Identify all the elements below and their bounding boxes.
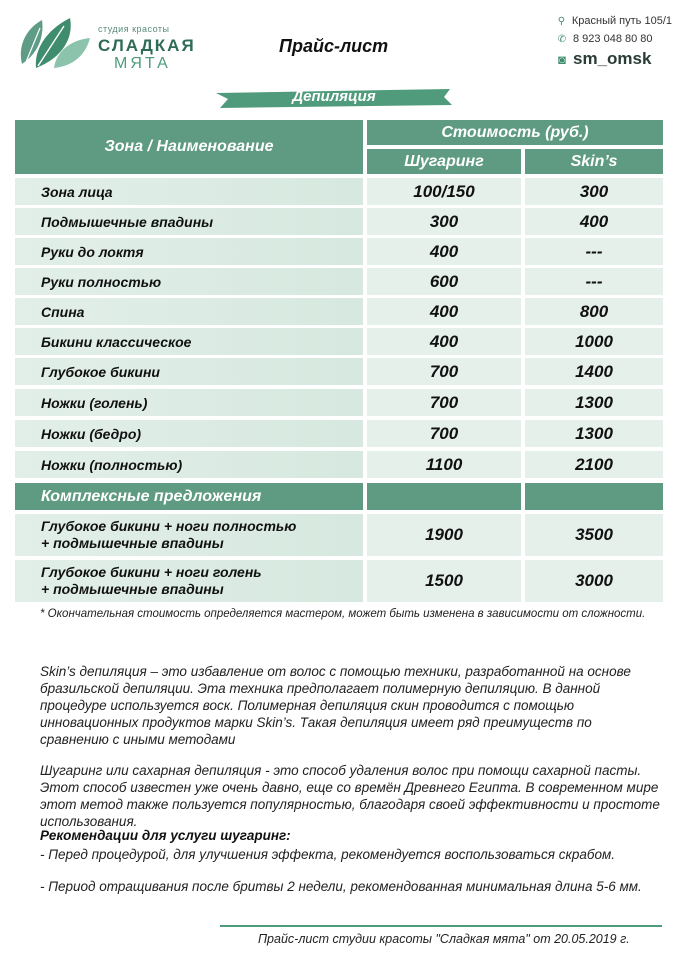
table-row-sugaring-price: 400 xyxy=(367,298,521,325)
table-row-zone: Руки полностью xyxy=(15,268,363,295)
footer-text: Прайс-лист студии красоты "Сладкая мята" от 20.05.2019 г. xyxy=(258,932,630,946)
table-row-zone: Ножки (голень) xyxy=(15,389,363,416)
location-pin-icon: ⚲ xyxy=(557,15,566,27)
complex-row-line: + подмышечные впадины xyxy=(41,581,224,597)
complex-header-blank xyxy=(367,483,521,510)
table-row-sugaring-price: 700 xyxy=(367,358,521,385)
table-row-zone: Спина xyxy=(15,298,363,325)
phone-text[interactable]: 8 923 048 80 80 xyxy=(573,33,653,45)
complex-offers-header: Комплексные предложения xyxy=(15,483,363,510)
instagram-icon: ◙ xyxy=(558,51,566,67)
table-row-skins-price: 300 xyxy=(525,178,663,205)
address-row xyxy=(556,12,672,30)
brand-subtitle: студия красоты xyxy=(98,24,170,34)
brand-name: СЛАДКАЯ xyxy=(98,36,196,55)
table-row-skins-price: 1300 xyxy=(525,389,663,416)
cost-column-header: Стоимость (руб.) xyxy=(367,120,663,145)
complex-row-skins-price: 3000 xyxy=(525,560,663,602)
address-text: Красный путь 105/1 xyxy=(571,15,672,27)
brand-logo xyxy=(14,12,204,74)
table-row-skins-price: --- xyxy=(525,268,663,295)
complex-row-sugaring-price: 1900 xyxy=(367,514,521,556)
complex-row-skins-price: 3500 xyxy=(525,514,663,556)
table-row-zone: Ножки (полностью) xyxy=(15,451,363,478)
page-title: Прайс-лист xyxy=(279,36,389,56)
complex-row-zone xyxy=(15,560,363,602)
table-row-skins-price: 400 xyxy=(525,208,663,235)
complex-row-line: + подмышечные впадины xyxy=(41,535,224,551)
recommendation-item: - Перед процедурой, для улучшения эффекта, рекомендуется воспользоваться скрабом. xyxy=(40,847,616,862)
table-row-sugaring-price: 700 xyxy=(367,389,521,416)
table-row-skins-price: 1000 xyxy=(525,328,663,355)
instagram-row[interactable] xyxy=(556,48,672,70)
instagram-handle[interactable]: sm_omsk xyxy=(573,49,652,68)
footnote: * Окончательная стоимость определяется мастером, может быть изменена в зависимости от сложности. xyxy=(40,608,646,620)
table-row-skins-price: 1400 xyxy=(525,358,663,385)
table-row-skins-price: 800 xyxy=(525,298,663,325)
brand-name-second: МЯТА xyxy=(114,55,171,72)
table-row-zone: Зона лица xyxy=(15,178,363,205)
complex-row-line: Глубокое бикини + ноги полностью xyxy=(41,518,297,534)
table-row-sugaring-price: 100/150 xyxy=(367,178,521,205)
table-row-skins-price: 1300 xyxy=(525,420,663,447)
table-row-skins-price: --- xyxy=(525,238,663,265)
phone-row[interactable] xyxy=(556,30,672,48)
contacts xyxy=(556,12,672,70)
table-row-sugaring-price: 700 xyxy=(367,420,521,447)
skins-description: Skin’s депиляция – это избавление от волос с помощью техники, разработанной на основе бразильской депиляции. Эта техника предполагает полимерную депиляцию. В данной процедуре используется воск. Полимерная депиляция скин проводится с помощью инновационных продуктов марки Skin’s. Такая депиляция имеет ряд преимуществ по сравнению с иными методами xyxy=(40,664,631,747)
recommendations-title: Рекомендации для услуги шугаринг: xyxy=(40,828,291,843)
table-row-sugaring-price: 300 xyxy=(367,208,521,235)
complex-row-sugaring-price: 1500 xyxy=(367,560,521,602)
section-title: Депиляция xyxy=(292,88,376,105)
complex-header-blank xyxy=(525,483,663,510)
table-row-skins-price: 2100 xyxy=(525,451,663,478)
table-row-sugaring-price: 1100 xyxy=(367,451,521,478)
table-row-zone: Руки до локтя xyxy=(15,238,363,265)
complex-row-line: Глубокое бикини + ноги голень xyxy=(41,564,262,580)
recommendation-item: - Период отращивания после бритвы 2 недели, рекомендованная минимальная длина 5-6 мм. xyxy=(40,879,642,894)
mint-leaf-logo-icon xyxy=(14,12,92,72)
table-row-zone: Ножки (бедро) xyxy=(15,420,363,447)
phone-icon: ✆ xyxy=(557,33,567,45)
footer-divider xyxy=(220,925,662,927)
skins-column-header: Skin’s xyxy=(525,149,663,174)
sugaring-description: Шугаринг или сахарная депиляция - это способ удаления волос при помощи сахарной пасты. Этот способ известен уже очень давно, еще со времён Древнего Египта. В современном мире этот метод также пользуется популярностью, благодаря своей эффективности и простоте использования. xyxy=(40,763,660,829)
table-row-sugaring-price: 400 xyxy=(367,238,521,265)
table-row-sugaring-price: 400 xyxy=(367,328,521,355)
sugaring-column-header: Шугаринг xyxy=(367,149,521,174)
table-row-sugaring-price: 600 xyxy=(367,268,521,295)
table-row-zone: Бикини классическое xyxy=(15,328,363,355)
section-banner xyxy=(214,87,454,109)
complex-row-zone xyxy=(15,514,363,556)
table-row-zone: Подмышечные впадины xyxy=(15,208,363,235)
zone-column-header: Зона / Наименование xyxy=(15,120,363,174)
table-row-zone: Глубокое бикини xyxy=(15,358,363,385)
